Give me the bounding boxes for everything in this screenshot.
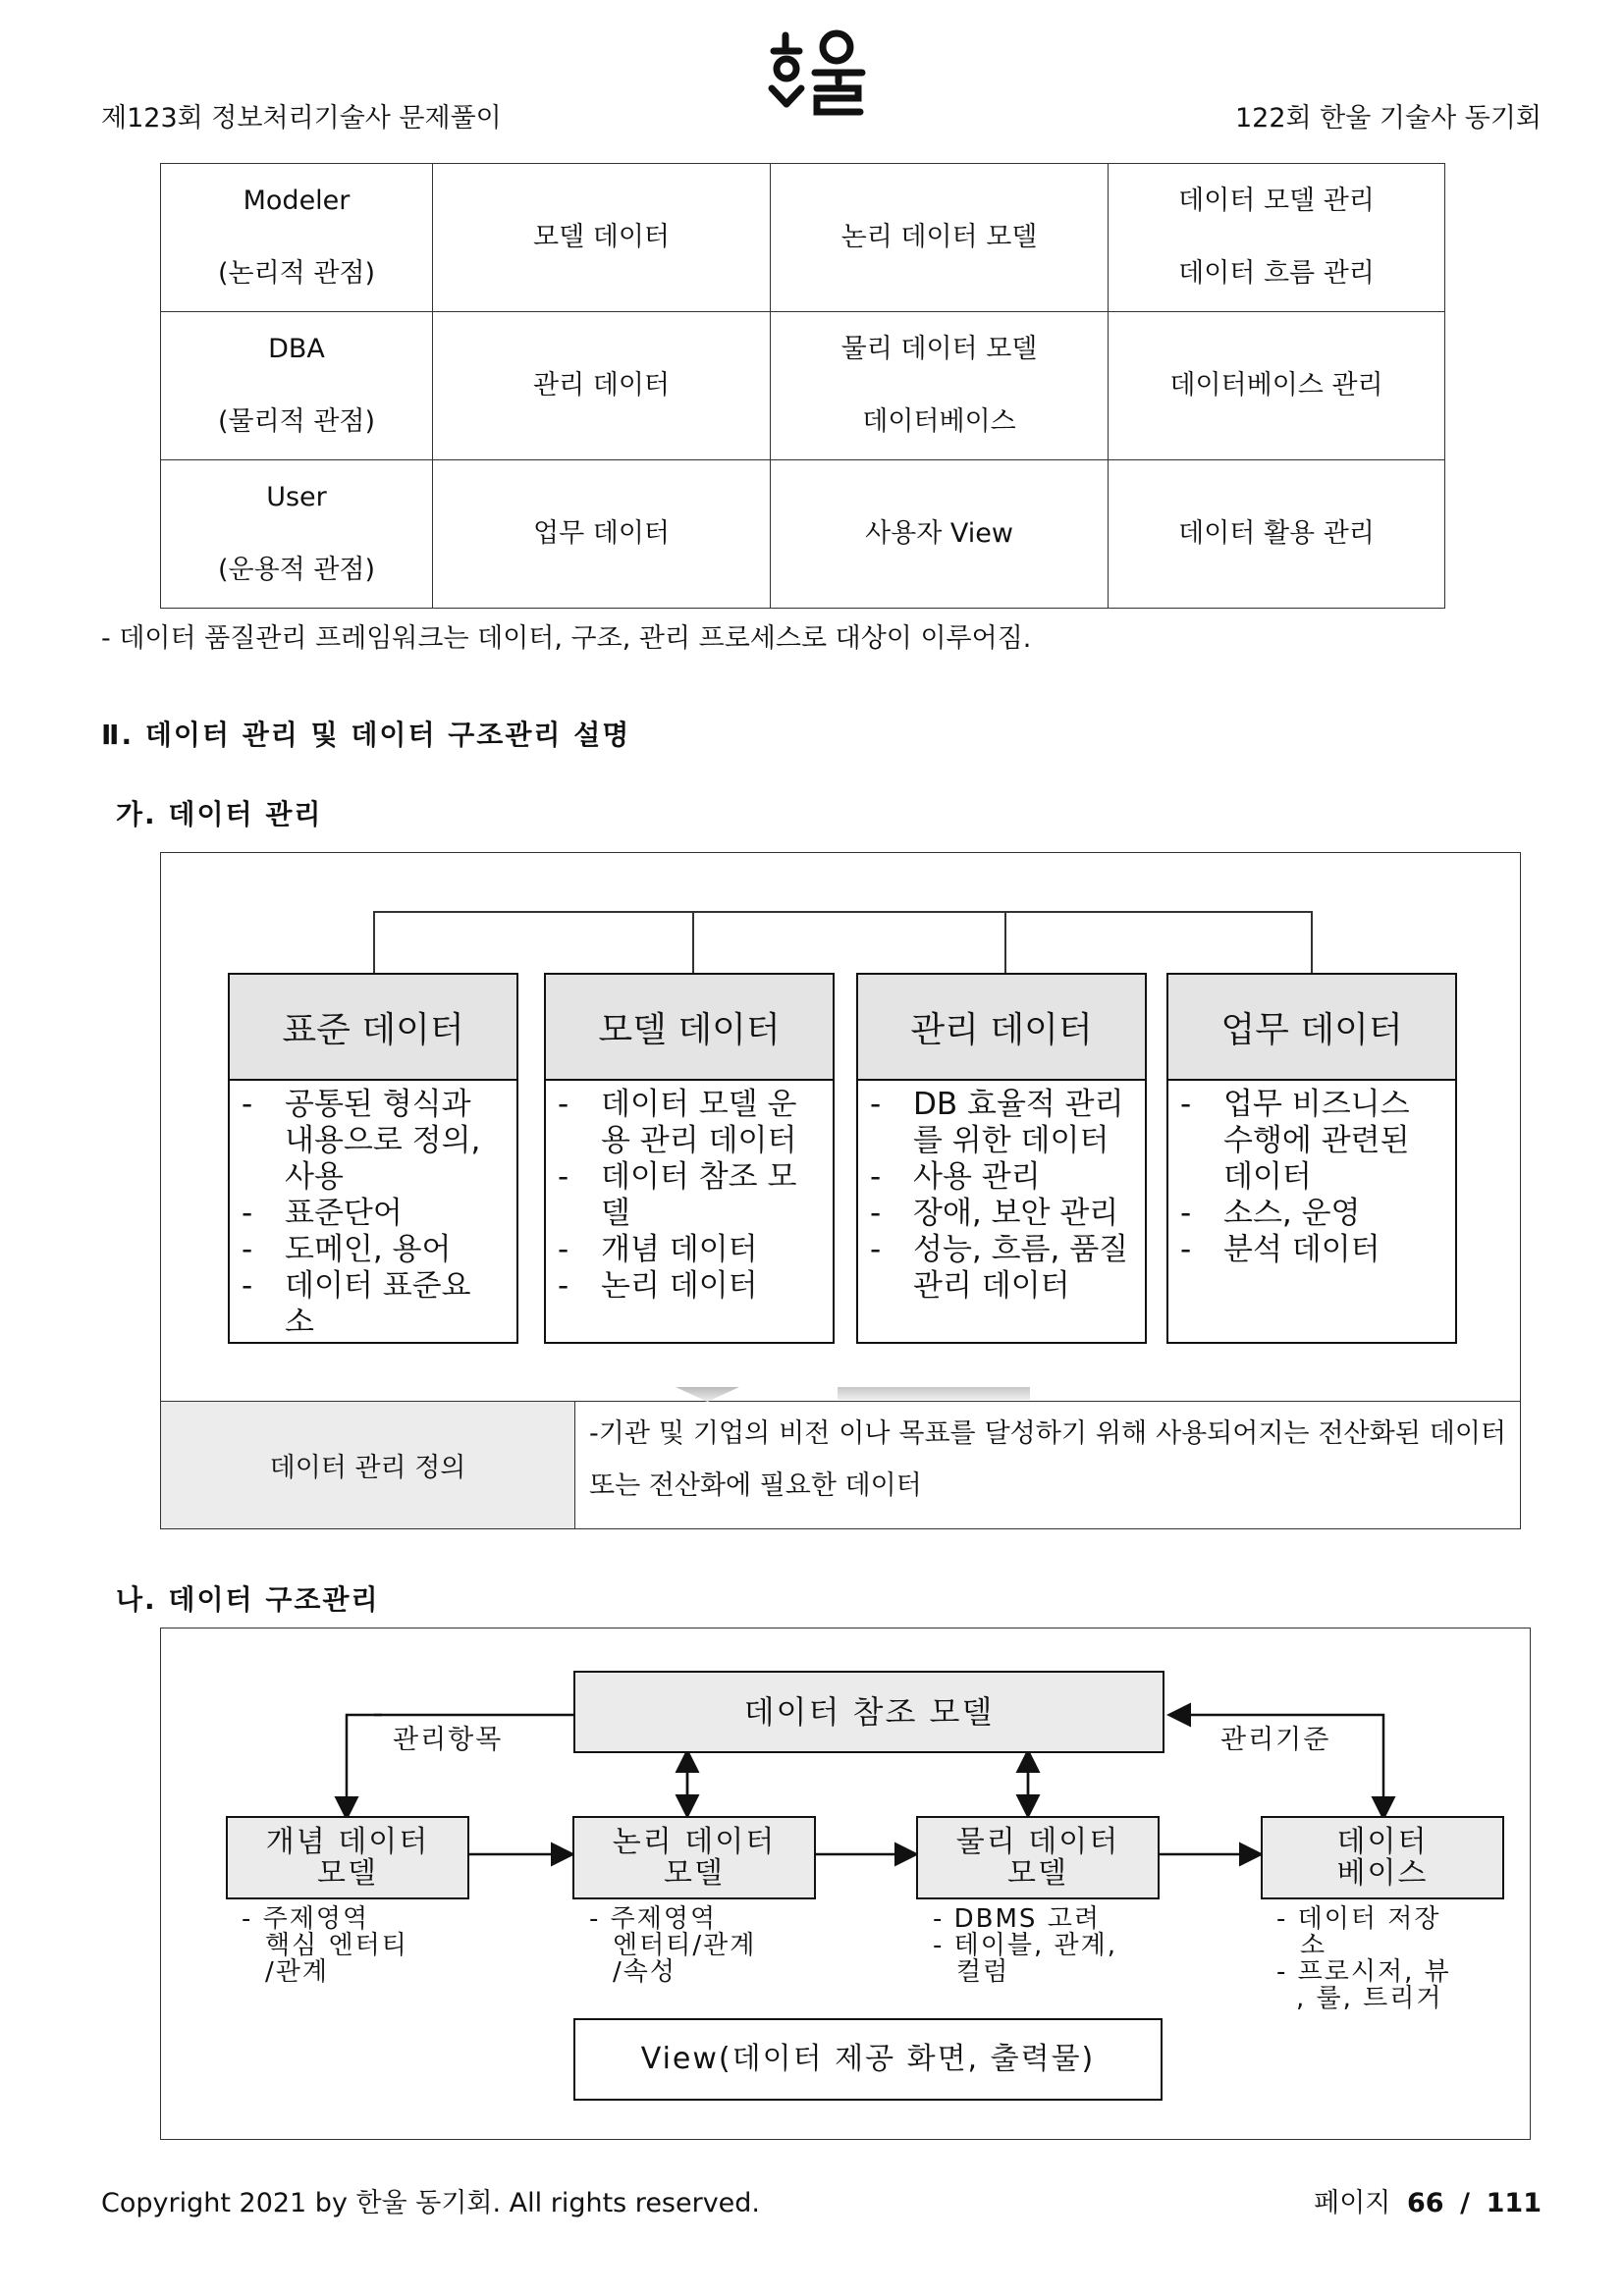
- item-text: 업무 비즈니스: [1223, 1087, 1410, 1122]
- list-item: [1180, 1232, 1445, 1268]
- mgmt-item: 데이터 흐름 관리: [1178, 258, 1375, 289]
- database-notes: - 데이터 저장 소 - 프로시저, 뷰 , 룰, 트리거: [1276, 1904, 1451, 2013]
- list-item: [558, 1087, 823, 1123]
- definition-label: 데이터 관리 정의: [161, 1402, 575, 1528]
- list-item: [1180, 1123, 1445, 1159]
- bullet-dash: -: [558, 1268, 569, 1304]
- card-title: 관리 데이터: [858, 975, 1145, 1081]
- bullet-dash: [558, 1196, 601, 1232]
- hanul-logo: [766, 26, 874, 133]
- bullet-dash: -: [1180, 1196, 1192, 1231]
- card-item-list: [1168, 1081, 1455, 1268]
- role-view: (물리적 관점): [217, 406, 376, 437]
- card-title: 모델 데이터: [546, 975, 833, 1081]
- item-text: 성능, 흐름, 품질: [913, 1232, 1129, 1267]
- table-cell-role: [161, 164, 433, 312]
- table-row: [161, 460, 1445, 609]
- right-edge-label: 관리기준: [1220, 1718, 1330, 1756]
- list-item: [870, 1232, 1135, 1268]
- bullet-dash: -: [242, 1268, 253, 1304]
- card-item-list: [230, 1081, 516, 1341]
- bullet-dash: -: [870, 1087, 882, 1122]
- header-right-title: 122회 한울 기술사 동기회: [1234, 103, 1542, 133]
- list-item: [870, 1196, 1135, 1232]
- logical-model-notes: - 주제영역 엔터티/관계 /속성: [589, 1904, 757, 1987]
- reference-model-box: 데이터 참조 모델: [573, 1671, 1164, 1753]
- bullet-dash: [242, 1123, 285, 1159]
- card-title: 표준 데이터: [230, 975, 516, 1081]
- list-item: [558, 1159, 823, 1196]
- page-separator: /: [1460, 2188, 1471, 2218]
- connector-line: [373, 911, 1312, 913]
- table-row: [161, 164, 1445, 312]
- bullet-dash: -: [558, 1232, 569, 1267]
- table-cell-mgmt: 데이터베이스 관리: [1109, 312, 1445, 460]
- bullet-dash: -: [870, 1232, 882, 1267]
- model-data-card: [544, 973, 835, 1344]
- item-text: DB 효율적 관리: [913, 1087, 1124, 1122]
- list-item: [870, 1087, 1135, 1123]
- subsection-a-title: 가. 데이터 관리: [116, 798, 323, 830]
- physical-model-box: 물리 데이터 모델: [916, 1816, 1160, 1899]
- item-text: 데이터 표준요: [285, 1268, 471, 1304]
- list-item: [558, 1232, 823, 1268]
- item-text: 데이터: [1223, 1159, 1312, 1195]
- bullet-dash: -: [558, 1087, 569, 1122]
- table-cell-mgmt: [1109, 164, 1445, 312]
- list-item: [1180, 1196, 1445, 1232]
- connector-line: [373, 911, 375, 973]
- list-item: [558, 1268, 823, 1305]
- role-view: (논리적 관점): [217, 258, 376, 289]
- item-text: 공통된 형식과: [285, 1087, 471, 1122]
- table-row: [161, 312, 1445, 460]
- page-indicator: [1314, 2181, 1542, 2219]
- list-item: [870, 1159, 1135, 1196]
- table-cell-role: [161, 460, 433, 609]
- role-view: (운용적 관점): [217, 555, 376, 585]
- bullet-dash: [1180, 1123, 1223, 1159]
- subsection-b-title: 나. 데이터 구조관리: [116, 1583, 380, 1616]
- table-cell-role: [161, 312, 433, 460]
- item-text: 도메인, 용어: [285, 1232, 452, 1267]
- list-item: [242, 1159, 507, 1196]
- page-label: 페이지: [1314, 2188, 1391, 2218]
- bullet-dash: [870, 1123, 913, 1159]
- framework-note: - 데이터 품질관리 프레임워크는 데이터, 구조, 관리 프로세스로 대상이 이루어짐.: [101, 623, 1032, 654]
- list-item: [242, 1196, 507, 1232]
- list-item: [870, 1268, 1135, 1305]
- bullet-dash: [870, 1268, 913, 1305]
- list-item: [242, 1305, 507, 1341]
- bullet-dash: -: [870, 1196, 882, 1231]
- target-item: 물리 데이터 모델: [840, 334, 1038, 364]
- item-text: 를 위한 데이터: [913, 1123, 1110, 1158]
- list-item: [870, 1123, 1135, 1159]
- left-edge-label: 관리항목: [393, 1718, 503, 1756]
- item-text: 관리 데이터: [913, 1268, 1070, 1304]
- bullet-dash: -: [870, 1159, 882, 1195]
- definition-text: -기관 및 기업의 비전 이나 목표를 달성하기 위해 사용되어지는 전산화된 데이터 또는 전산화에 필요한 데이터: [589, 1418, 1506, 1501]
- data-management-role-table: [160, 163, 1445, 609]
- list-item: [242, 1123, 507, 1159]
- list-item: [242, 1087, 507, 1123]
- bullet-dash: [242, 1305, 285, 1341]
- connector-line: [1004, 911, 1006, 973]
- item-text: 데이터 참조 모: [601, 1159, 797, 1195]
- business-data-card: [1166, 973, 1457, 1344]
- header-left-title: 제123회 정보처리기술사 문제풀이: [101, 103, 502, 133]
- list-item: [1180, 1087, 1445, 1123]
- bullet-dash: -: [1180, 1232, 1192, 1267]
- management-data-card: [856, 973, 1147, 1344]
- item-text: 용 관리 데이터: [601, 1123, 797, 1158]
- table-cell-target: 논리 데이터 모델: [771, 164, 1109, 312]
- table-cell-target: [771, 312, 1109, 460]
- item-text: 논리 데이터: [601, 1268, 758, 1304]
- item-text: 델: [601, 1196, 630, 1231]
- table-cell-data: 관리 데이터: [433, 312, 771, 460]
- role-name: DBA: [268, 334, 325, 364]
- bullet-dash: -: [242, 1087, 253, 1122]
- bullet-dash: [558, 1123, 601, 1159]
- section-2-title: Ⅱ. 데이터 관리 및 데이터 구조관리 설명: [101, 719, 631, 751]
- item-text: 수행에 관련된: [1223, 1123, 1410, 1158]
- bullet-dash: -: [242, 1196, 253, 1231]
- item-text: 표준단어: [285, 1196, 403, 1231]
- conceptual-model-notes: - 주제영역 핵심 엔터티 /관계: [242, 1904, 408, 1987]
- bullet-dash: [242, 1159, 285, 1196]
- list-item: [558, 1196, 823, 1232]
- card-title: 업무 데이터: [1168, 975, 1455, 1081]
- item-text: 데이터 모델 운: [601, 1087, 797, 1122]
- table-cell-target: 사용자 View: [771, 460, 1109, 609]
- item-text: 내용으로 정의,: [285, 1123, 481, 1158]
- database-box: 데이터 베이스: [1261, 1816, 1504, 1899]
- decorative-bar-shape: [838, 1387, 1030, 1400]
- conceptual-model-box: 개념 데이터 모델: [226, 1816, 469, 1899]
- item-text: 장애, 보안 관리: [913, 1196, 1119, 1231]
- table-cell-data: 업무 데이터: [433, 460, 771, 609]
- item-text: 사용: [285, 1159, 344, 1195]
- list-item: [558, 1123, 823, 1159]
- item-text: 소: [285, 1305, 314, 1340]
- connector-line: [1311, 911, 1313, 973]
- role-name: User: [266, 482, 327, 512]
- connector-line: [692, 911, 694, 973]
- item-text: 소스, 운영: [1223, 1196, 1361, 1231]
- item-text: 분석 데이터: [1223, 1232, 1380, 1267]
- card-item-list: [546, 1081, 833, 1305]
- bullet-dash: -: [1180, 1087, 1192, 1122]
- target-item: 데이터베이스: [862, 406, 1016, 437]
- bullet-dash: -: [242, 1232, 253, 1267]
- page-total: 111: [1486, 2188, 1542, 2218]
- list-item: [1180, 1159, 1445, 1196]
- standard-data-card: [228, 973, 518, 1344]
- page-current: 66: [1406, 2188, 1444, 2218]
- card-item-list: [858, 1081, 1145, 1305]
- item-text: 개념 데이터: [601, 1232, 758, 1267]
- list-item: [242, 1232, 507, 1268]
- item-text: 사용 관리: [913, 1159, 1041, 1195]
- mgmt-item: 데이터 모델 관리: [1178, 186, 1375, 216]
- bullet-dash: -: [558, 1159, 569, 1195]
- definition-row: [160, 1402, 1521, 1529]
- role-name: Modeler: [243, 186, 351, 216]
- view-output-box: View(데이터 제공 화면, 출력물): [573, 2018, 1163, 2101]
- list-item: [242, 1268, 507, 1305]
- physical-model-notes: - DBMS 고려 - 테이블, 관계, 컬럼: [933, 1904, 1118, 1987]
- table-cell-data: 모델 데이터: [433, 164, 771, 312]
- logical-model-box: 논리 데이터 모델: [572, 1816, 816, 1899]
- footer-copyright: Copyright 2021 by 한울 동기회. All rights reserved.: [101, 2188, 761, 2218]
- bullet-dash: [1180, 1159, 1223, 1196]
- table-cell-mgmt: 데이터 활용 관리: [1109, 460, 1445, 609]
